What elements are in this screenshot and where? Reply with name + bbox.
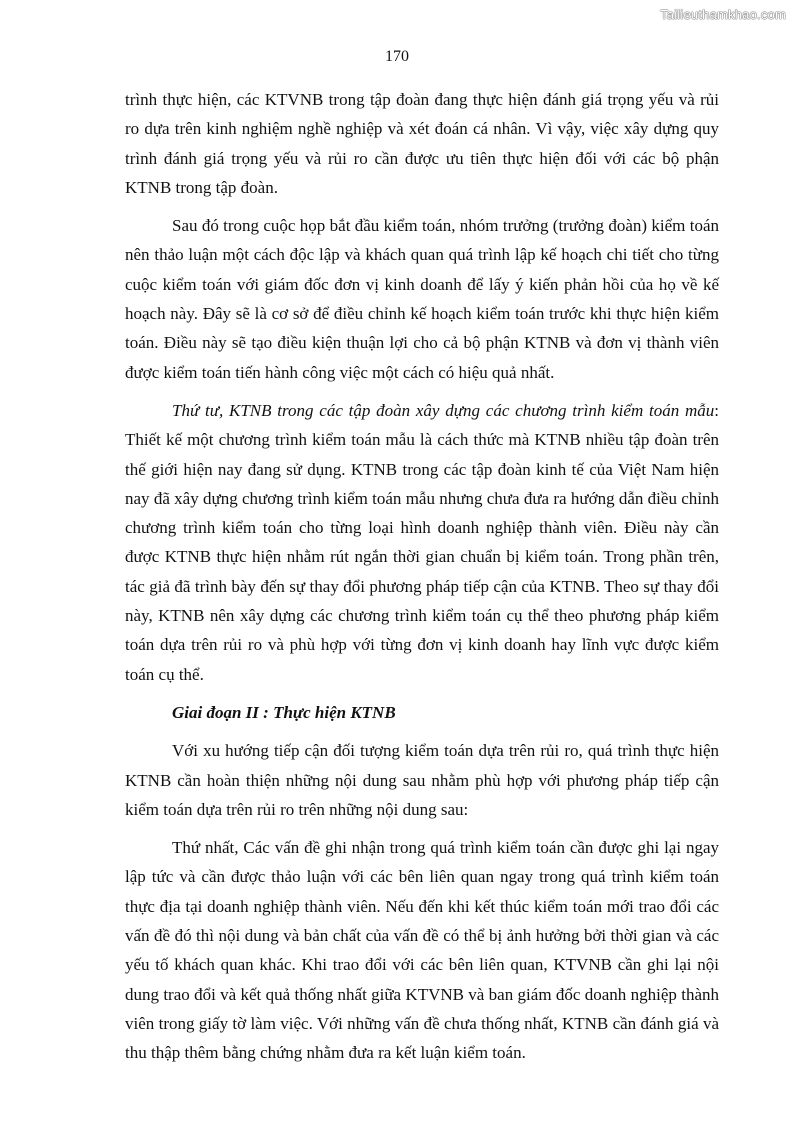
site-watermark: Tailieuthamkhao.com — [660, 7, 786, 22]
paragraph-audit-program — [125, 396, 719, 689]
document-body — [125, 85, 719, 1077]
paragraph-audit-meeting: Sau đó trong cuộc họp bắt đầu kiểm toán, nhóm trưởng (trưởng đoàn) kiểm toán nên thảo luận một cách độc lập và khách quan quá trình lập kế hoạch chi tiết cho từng cuộc kiểm toán với giám đốc đơn vị kinh doanh để lấy ý kiến phản hồi của họ về kế hoạch này. Đây sẽ là cơ sở để điều chỉnh kế hoạch kiểm toán trước khi thực hiện kiểm toán. Điều này sẽ tạo điều kiện thuận lợi cho cả bộ phận KTNB và đơn vị thành viên được kiểm toán tiến hành công việc một cách có hiệu quả nhất. — [125, 216, 719, 382]
paragraph-body-text: : Thiết kế một chương trình kiểm toán mẫu là cách thức mà KTNB nhiều tập đoàn trên thế giới hiện nay đang sử dụng. KTNB trong các tập đoàn kinh tế của Việt Nam hiện nay đã xây dựng chương trình kiểm toán mẫu nhưng chưa đưa ra hướng dẫn điều chỉnh chương trình kiểm toán cho từng loại hình doanh nghiệp thành viên. Điều này cần được KTNB thực hiện nhằm rút ngắn thời gian chuẩn bị kiểm toán. Trong phần trên, tác giả đã trình bày đến sự thay đổi phương pháp tiếp cận của KTNB. Theo sự thay đổi này, KTNB nên xây dựng các chương trình kiểm toán cụ thể theo phương pháp kiểm toán dựa trên rủi ro và phù hợp với từng đơn vị kinh doanh hay lĩnh vực được kiểm toán cụ thể. — [125, 400, 719, 684]
section-heading: Giai đoạn II : Thực hiện KTNB — [172, 702, 396, 722]
paragraph-first-point: Thứ nhất, Các vấn đề ghi nhận trong quá trình kiểm toán cần được ghi lại ngay lập tức và cần được thảo luận với các bên liên quan ngay trong quá trình kiểm toán thực địa tại doanh nghiệp thành viên. Nếu đến khi kết thúc kiểm toán mới trao đổi các vấn đề đó thì nội dung và bản chất của vấn đề có thể bị ảnh hưởng bởi thời gian và các yếu tố khách quan khác. Khi trao đổi với các bên liên quan, KTVNB cần ghi lại nội dung trao đổi và kết quả thống nhất giữa KTVNB và ban giám đốc doanh nghiệp thành viên trong giấy tờ làm việc. Với những vấn đề chưa thống nhất, KTNB cần đánh giá và thu thập thêm bằng chứng nhằm đưa ra kết luận kiểm toán. — [125, 838, 719, 1063]
paragraph-risk-approach: Với xu hướng tiếp cận đối tượng kiểm toán dựa trên rủi ro, quá trình thực hiện KTNB cần hoàn thiện những nội dung sau nhằm phù hợp với phương pháp tiếp cận kiểm toán dựa trên rủi ro trên những nội dung sau: — [125, 741, 719, 819]
paragraph-lead-italic: Thứ tư, KTNB trong các tập đoàn xây dựng các chương trình kiểm toán mẫu — [172, 400, 715, 420]
page-number: 170 — [385, 48, 409, 65]
paragraph-continuation: trình thực hiện, các KTVNB trong tập đoàn đang thực hiện đánh giá trọng yếu và rủi ro dựa trên kinh nghiệm nghề nghiệp và xét đoán cá nhân. Vì vậy, việc xây dựng quy trình đánh giá trọng yếu và rủi ro cần được ưu tiên thực hiện đối với các bộ phận KTNB trong tập đoàn. — [125, 90, 719, 197]
